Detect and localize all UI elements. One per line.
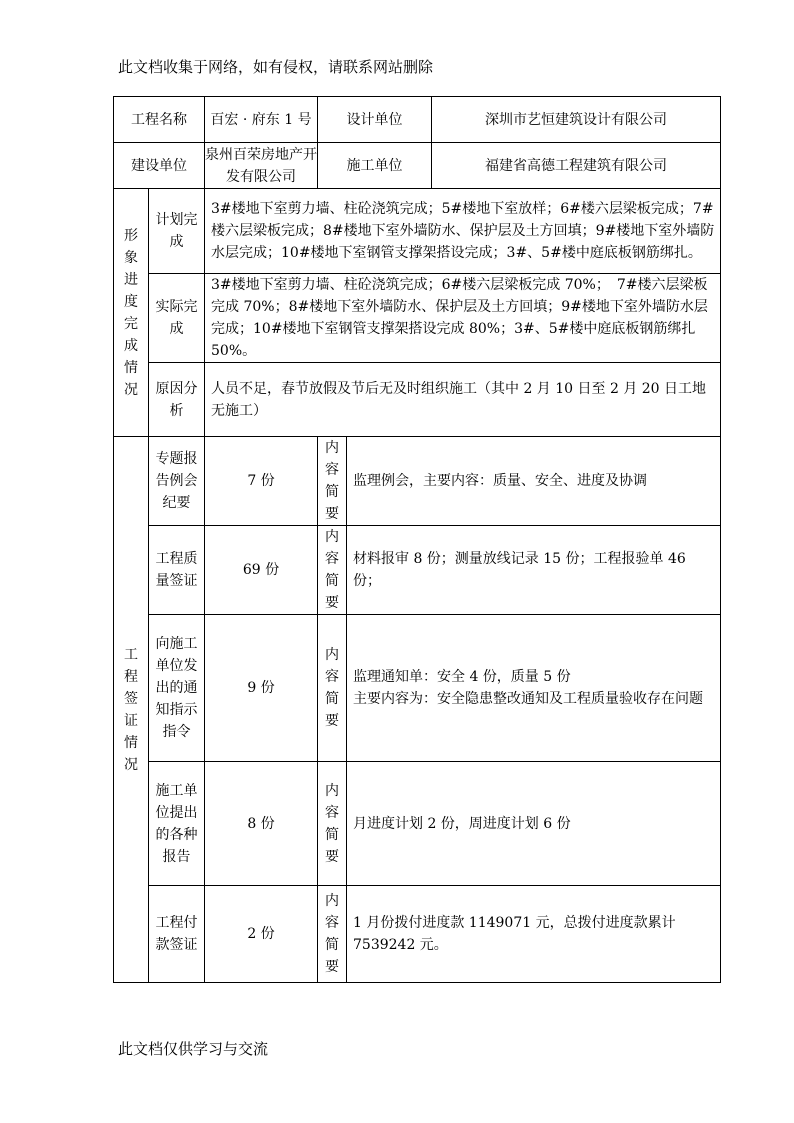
visa-count: 9 份: [205, 615, 318, 762]
visa-content-line: 监理通知单：安全 4 份，质量 5 份: [353, 669, 571, 685]
content-summary-label: 内容简要: [318, 762, 347, 886]
reason-text: 人员不足，春节放假及节后无及时组织施工（其中 2 月 10 日至 2 月 20 日工地无施工）: [205, 363, 721, 437]
info-row-2: [114, 143, 721, 189]
reason-label: 原因分析: [149, 363, 205, 437]
visa-type: 专题报告例会纪要: [149, 437, 205, 526]
actual-label: 实际完成: [149, 274, 205, 363]
actual-text: 3#楼地下室剪力墙、柱砼浇筑完成；6#楼六层梁板完成 70%； 7#楼六层梁板完成 70%；8#楼地下室外墙防水、保护层及土方回填；9#楼地下室外墙防水层完成；10#楼地下室钢管支撑架搭设完成 80%；3#、5#楼中庭底板钢筋绑扎 50%。: [205, 274, 721, 363]
footer-note: 此文档仅供学习与交流: [118, 1040, 269, 1058]
supervision-table: [113, 96, 721, 983]
construction-unit-label: 建设单位: [114, 143, 205, 189]
visa-section-label: 工程签证情况: [114, 437, 149, 983]
visa-content: 月进度计划 2 份，周进度计划 6 份: [347, 762, 721, 886]
project-name-value: 百宏 · 府东 1 号: [205, 97, 318, 143]
visa-count: 2 份: [205, 886, 318, 983]
visa-row: [114, 762, 721, 886]
visa-count: 69 份: [205, 526, 318, 615]
planned-row: [114, 189, 721, 274]
design-unit-value: 深圳市艺恒建筑设计有限公司: [432, 97, 721, 143]
reason-row: [114, 363, 721, 437]
visa-row: [114, 615, 721, 762]
planned-text: 3#楼地下室剪力墙、柱砼浇筑完成；5#楼地下室放样；6#楼六层梁板完成；7#楼六层梁板完成；8#楼地下室外墙防水、保护层及土方回填；9#楼地下室外墙防水层完成；10#楼地下室钢管支撑架搭设完成；3#、5#楼中庭底板钢筋绑扎。: [205, 189, 721, 274]
visa-type: 工程质量签证: [149, 526, 205, 615]
actual-row: [114, 274, 721, 363]
visa-content: 监理例会，主要内容：质量、安全、进度及协调: [347, 437, 721, 526]
content-summary-label: 内容简要: [318, 437, 347, 526]
visa-count: 7 份: [205, 437, 318, 526]
content-summary-label: 内容简要: [318, 526, 347, 615]
progress-section-label: 形象进度完成情况: [114, 189, 149, 437]
content-summary-label: 内容简要: [318, 615, 347, 762]
visa-row: [114, 526, 721, 615]
visa-content: 材料报审 8 份；测量放线记录 15 份；工程报验单 46 份；: [347, 526, 721, 615]
design-unit-label: 设计单位: [318, 97, 432, 143]
header-note: 此文档收集于网络，如有侵权，请联系网站删除: [118, 58, 434, 76]
visa-type: 工程付款签证: [149, 886, 205, 983]
visa-content: 1 月份拨付进度款 1149071 元，总拨付进度款累计 7539242 元。: [347, 886, 721, 983]
construction-unit-value: 泉州百荣房地产开发有限公司: [205, 143, 318, 189]
visa-type: 施工单位提出的各种报告: [149, 762, 205, 886]
visa-count: 8 份: [205, 762, 318, 886]
planned-label: 计划完成: [149, 189, 205, 274]
info-row-1: [114, 97, 721, 143]
content-summary-label: 内容简要: [318, 886, 347, 983]
visa-content-line: 主要内容为：安全隐患整改通知及工程质量验收存在问题: [353, 691, 703, 707]
contractor-value: 福建省高德工程建筑有限公司: [432, 143, 721, 189]
visa-row: [114, 437, 721, 526]
visa-content: [347, 615, 721, 762]
project-name-label: 工程名称: [114, 97, 205, 143]
contractor-label: 施工单位: [318, 143, 432, 189]
visa-type: 向施工单位发出的通知指示指令: [149, 615, 205, 762]
visa-row: [114, 886, 721, 983]
